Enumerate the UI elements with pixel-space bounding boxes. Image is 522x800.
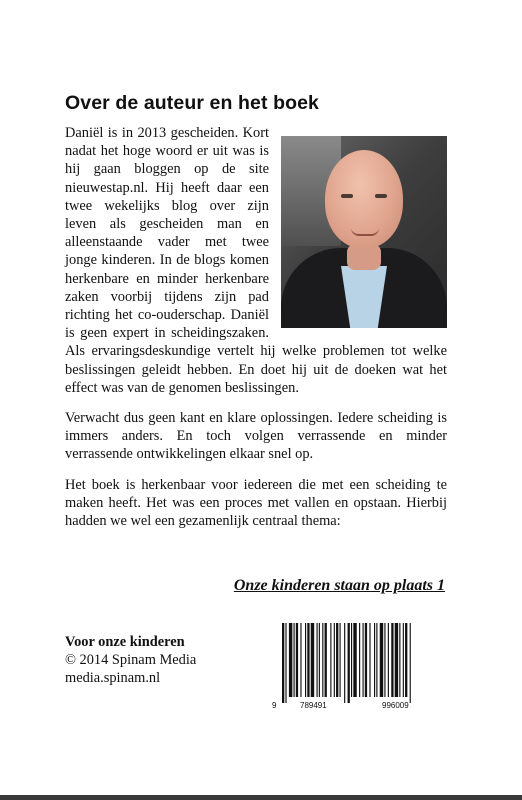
paragraph-expectations: Verwacht dus geen kant en klare oplossingen. Iedere scheiding is immers anders. En toch volgen verrassende en minder verrassende ontwikkelingen elkaar snel op. (65, 410, 447, 463)
paragraph-theme: Het boek is herkenbaar voor iedereen die met een scheiding te maken heeft. Het was een proces met vallen en opstaan. Hierbij hadden we wel een gezamenlijk centraal thema: (65, 476, 447, 530)
book-title-line: Voor onze kinderen (65, 634, 185, 650)
barcode-digit-first: 9 (272, 701, 277, 710)
copyright-line: © 2014 Spinam Media (65, 652, 197, 669)
about-text (65, 124, 447, 542)
author-photo (281, 136, 447, 328)
barcode-group-right: 996009 (382, 701, 409, 710)
tagline: Onze kinderen staan op plaats 1 (233, 577, 445, 594)
barcode-bars (270, 623, 448, 703)
publisher-info (65, 633, 196, 688)
bottom-bar (0, 795, 522, 800)
paragraph-bio: Daniël is in 2013 gescheiden. Kort nadat het hoge woord er uit was is hij gaan bloggen op de site nieuwestap.nl. Hij heeft daar een twee wekelijks blog over zijn leven als gescheiden man en alleenstaande vader met twee jonge kinderen. In de blogs komen herkenbare en minder herkenbare zaken voorbij tijdens zijn pad richting het co-ouderschap. Daniël is geen expert in scheidingszaken. Als ervaringsdeskundige vertelt hij welke problemen tot welke beslissingen geleidt hebben. En doet hij uit de doeken wat het effect was van de genomen beslissingen. (65, 125, 447, 396)
website-line: media.spinam.nl (65, 670, 161, 687)
barcode (270, 623, 448, 715)
barcode-group-left: 789491 (300, 701, 327, 710)
page-title: Over de auteur en het boek (65, 92, 320, 114)
